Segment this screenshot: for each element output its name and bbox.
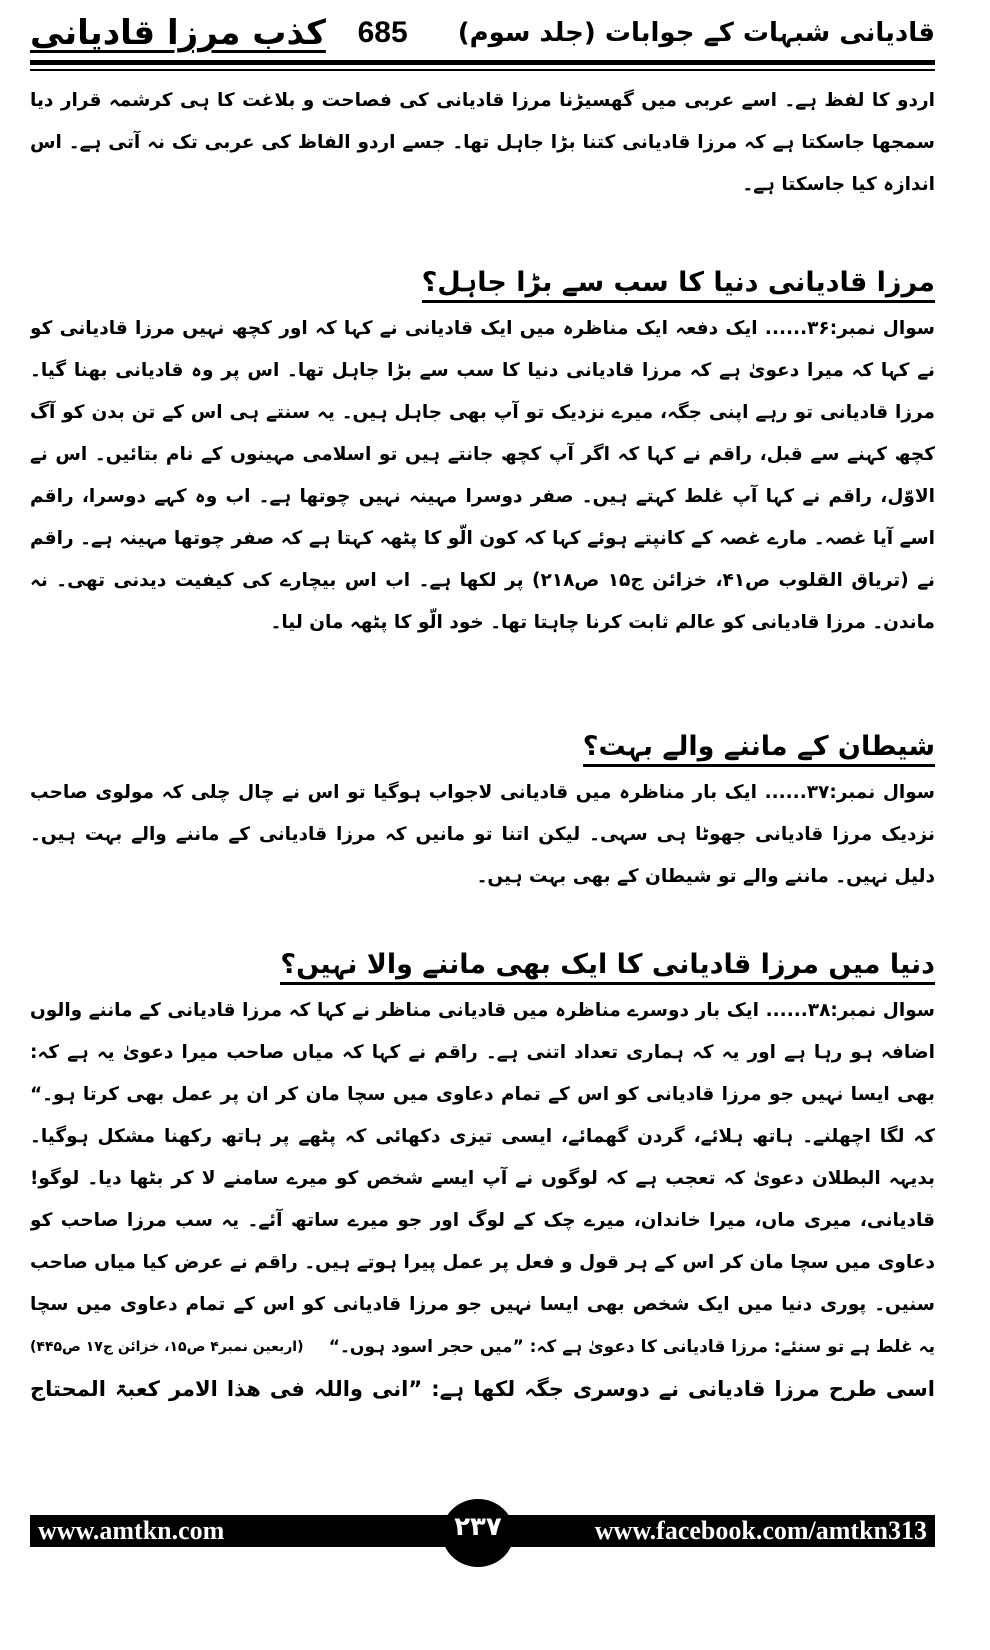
header-rule-thin	[30, 69, 935, 71]
section-36	[30, 258, 935, 644]
section-heading	[30, 722, 935, 772]
text-line: اردو کا لفظ ہے۔ اسے عربی میں گھسیڑنا مرزا قادیانی کی فصاحت و بلاغت کا ہی کرشمہ قرار دیا	[30, 90, 935, 111]
section-heading	[30, 940, 935, 990]
text-line: کچھ کہنے سے قبل، راقم نے کہا کہ اگر آپ کچھ جانتے ہیں تو اسلامی مہینوں کے نام بتائیں۔ اس نے	[30, 444, 935, 465]
text-line: سنیں۔ پوری دنیا میں ایک شخص بھی ایسا نہیں جو مرزا قادیانی کو اس کے تمام دعاوی میں سچا	[30, 1294, 935, 1315]
book-subtitle: قادیانی شبہات کے جوابات (جلد سوم)	[457, 18, 935, 48]
text-line: اضافہ ہو رہا ہے اور یہ کہ ہماری تعداد اتنی ہے۔ راقم نے کہا کہ میاں صاحب میرا دعویٰ یہ ہے کہ:	[30, 1042, 935, 1063]
section-heading-text: دنیا میں مرزا قادیانی کا ایک بھی ماننے والا نہیں؟	[280, 949, 935, 985]
text-line: اسے آیا غصہ۔ مارے غصہ کے کانپتے ہوئے کہا کہ کون الّو کا پٹھہ کہتا ہے کہ صفر چوتھا مہینہ ہے۔ راقم	[30, 528, 935, 549]
text-line: مرزا قادیانی تو رہے اپنی جگہ، میرے نزدیک تو آپ بھی جاہل ہیں۔ یہ سنتے ہی اس کے تن بدن کو آگ	[30, 402, 935, 423]
text-line: اندازہ کیا جاسکتا ہے۔	[742, 174, 935, 195]
text-line: بدیہہ البطلان دعویٰ کہ تعجب ہے کہ لوگوں نے آپ ایسے شخص کو میرے سامنے لا کر بٹھا دیا۔ لوگو!	[30, 1168, 935, 1189]
sheet-number-badge: ۲۳۷	[442, 1499, 514, 1567]
section-heading	[30, 258, 935, 308]
text-line: دلیل نہیں۔ ماننے والے تو شیطان کے بھی بہت ہیں۔	[476, 866, 935, 887]
text-line: سمجھا جاسکتا ہے کہ مرزا قادیانی کتنا بڑا جاہل تھا۔ جسے اردو الفاظ کی عربی تک نہ آتی ہے۔ اس	[30, 132, 935, 153]
book-title: کذب مرزا قادیانی	[30, 13, 326, 53]
section-37	[30, 722, 935, 898]
text-line: بھی ایسا نہیں جو مرزا قادیانی کو اس کے تمام دعاوی میں سچا مان کر ان پر عمل بھی کرتا ہو۔“	[30, 1084, 935, 1105]
text-line: کہ لگا اچھلنے۔ ہاتھ ہلائے، گردن گھمائے، ایسی تیزی دکھائی کہ پٹھے پر ہاتھ رکھنا مشکل ہوگیا۔	[30, 1126, 935, 1147]
quote-line: یہ غلط ہے تو سنئے: مرزا قادیانی کا دعویٰ ہے کہ: ”میں حجر اسود ہوں۔“	[328, 1337, 935, 1357]
facebook-link[interactable]: www.facebook.com/amtkn313	[594, 1516, 927, 1545]
text-line: الاوّل، راقم نے کہا آپ غلط کہتے ہیں۔ صفر دوسرا مہینہ نہیں چوتھا ہے۔ اب وہ کہے دوسرا، راقم	[30, 486, 935, 507]
text-line: نے (تریاق القلوب ص۴۱، خزائن ج۱۵ ص۲۱۸) پر لکھا ہے۔ اب اس بیچارے کی کیفیت دیدنی تھی۔ نہ	[30, 570, 935, 591]
intro-paragraph	[30, 80, 935, 206]
text-line: نے کہا کہ میرا دعویٰ ہے کہ مرزا قادیانی دنیا کا سب سے بڑا جاہل تھا۔ اس پر وہ قادیانی بھنا گیا۔	[30, 360, 935, 381]
text-line: دعاوی میں سچا مان کر اس کے ہر قول و فعل پر عمل پیرا ہوتے ہیں۔ راقم نے عرض کیا میاں صاحب	[30, 1252, 935, 1273]
arabic-quote-line: اسی طرح مرزا قادیانی نے دوسری جگہ لکھا ہے: ”انی واللہ فی ھذا الامر کعبۃ المحتاج	[30, 1377, 935, 1401]
text-line: سوال نمبر:۳۶...... ایک دفعہ ایک مناظرہ میں ایک قادیانی نے کہا کہ اور کچھ نہیں مرزا قادیانی کو	[30, 318, 935, 339]
text-line: سوال نمبر:۳۸...... ایک بار دوسرے مناظرہ میں قادیانی مناظر نے کہا کہ مرزا قادیانی کے ماننے والوں	[30, 1000, 935, 1021]
section-38	[30, 940, 935, 1410]
quote-row	[30, 1326, 935, 1368]
text-line: قادیانی، میری ماں، میرا خاندان، میرے چک کے لوگ اور جو میرے ساتھ آئے۔ یہ سب مرزا صاحب کو	[30, 1210, 935, 1231]
header-rule-thick	[30, 60, 935, 65]
section-heading-text: مرزا قادیانی دنیا کا سب سے بڑا جاہل؟	[422, 267, 935, 303]
section-heading-text: شیطان کے ماننے والے بہت؟	[583, 731, 935, 767]
text-line: ماندن۔ مرزا قادیانی کو عالم ثابت کرنا چاہتا تھا۔ خود الّو کا پٹھہ مان لیا۔	[270, 612, 935, 633]
page-footer	[30, 1512, 935, 1547]
page-header	[30, 8, 935, 58]
text-line: سوال نمبر:۳۷...... ایک بار مناظرہ میں قادیانی لاجواب ہوگیا تو اس نے چال چلی کہ مولوی صاحب	[30, 782, 935, 803]
citation: (اربعین نمبر۴ ص۱۵، خزائن ج۱۷ ص۴۴۵)	[30, 1339, 304, 1355]
page-number: 685	[357, 16, 408, 49]
website-link[interactable]: www.amtkn.com	[38, 1516, 225, 1545]
text-line: نزدیک مرزا قادیانی جھوٹا ہی سہی۔ لیکن اتنا تو مانیں کہ مرزا قادیانی کے ماننے والے بہت ہیں۔	[30, 824, 935, 845]
